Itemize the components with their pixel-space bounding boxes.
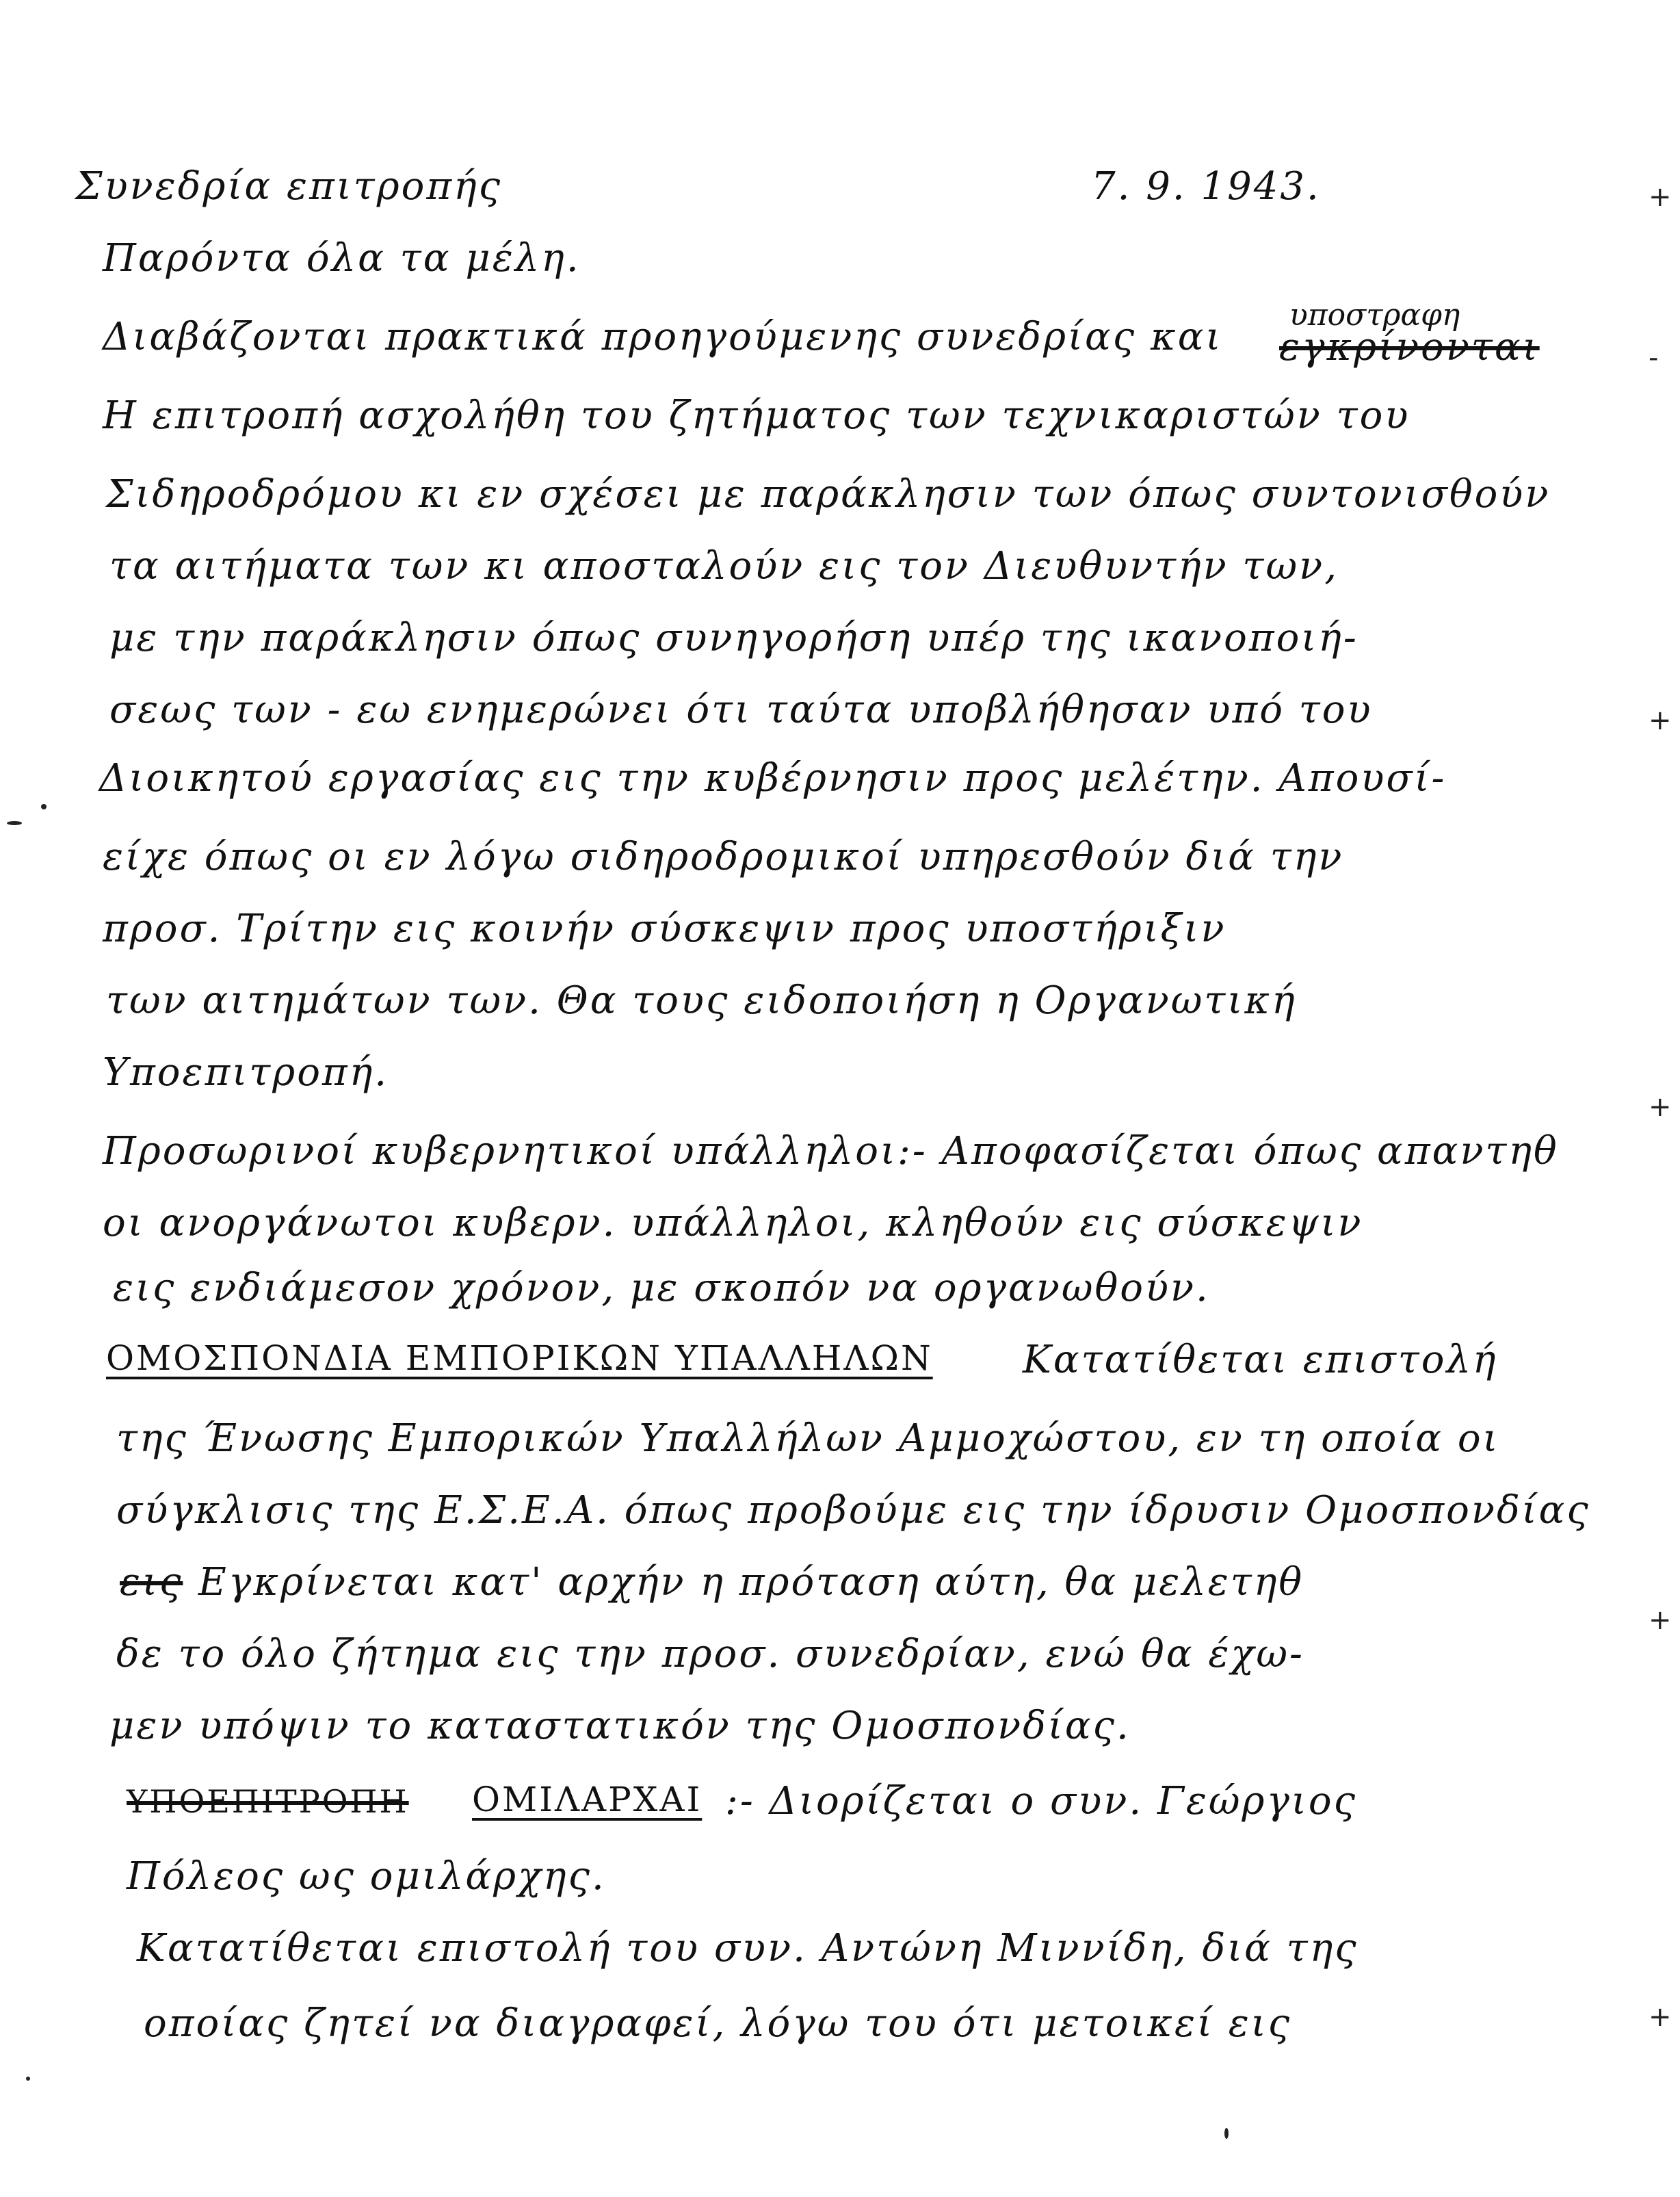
insertion-above: υποστραφη xyxy=(1289,298,1460,333)
line-20: δε το όλο ζήτημα εις την προσ. συνεδρίαν, ενώ θα έχω- xyxy=(116,1632,1304,1676)
line-8: Διοικητού εργασίας εις την κυβέρνησιν προς μελέτην. Απουσί- xyxy=(99,756,1447,801)
struck-heading: ΥΠΟΕΠΙΤΡΟΠΗ xyxy=(127,1783,409,1820)
scan-speck xyxy=(7,821,22,825)
line-16: Κατατίθεται επιστολή xyxy=(1023,1338,1498,1382)
header-title: Συνεδρία επιτροπής xyxy=(75,164,503,209)
line-4: Σιδηροδρόμου κι εν σχέσει με παράκλησιν των όπως συντονισθούν xyxy=(106,472,1551,517)
margin-mark: + xyxy=(1649,2001,1672,2033)
line-7: σεως των - εω ενημερώνει ότι ταύτα υποβλήθησαν υπό του xyxy=(109,688,1373,732)
line-15: εις ενδιάμεσον χρόνον, με σκοπόν να οργανωθούν. xyxy=(113,1266,1210,1310)
line-23: Πόλεος ως ομιλάρχης. xyxy=(127,1854,606,1899)
line-6: με την παράκλησιν όπως συνηγορήση υπέρ της ικανοποιή- xyxy=(109,616,1359,660)
margin-mark: + xyxy=(1649,1091,1672,1123)
line-21: μεν υπόψιν το καταστατικόν της Ομοσπονδίας. xyxy=(109,1704,1131,1748)
struck-word: εγκρίνονται xyxy=(1279,325,1540,369)
margin-mark: + xyxy=(1649,181,1672,213)
line-9: είχε όπως οι εν λόγω σιδηροδρομικοί υπηρεσθούν διά την xyxy=(103,835,1344,879)
margin-mark: - xyxy=(1649,342,1659,374)
line-13: Προσωρινοί κυβερνητικοί υπάλληλοι:- Αποφασίζεται όπως απαντηθ xyxy=(103,1129,1559,1173)
line-3: Η επιτροπή ασχολήθη του ζητήματος των τεχνικαριστών του xyxy=(103,393,1410,438)
line-22: :- Διορίζεται ο συν. Γεώργιος xyxy=(725,1779,1357,1823)
line-2: Διαβάζονται πρακτικά προηγούμενης συνεδρίας και xyxy=(103,315,1223,359)
line-17: της Ένωσης Εμπορικών Υπαλλήλων Αμμοχώστου, εν τη οποία οι xyxy=(116,1416,1500,1461)
heading-group-leaders: ΟΜΙΛΑΡΧΑΙ xyxy=(472,1780,703,1819)
line-5: τα αιτήματα των κι αποσταλούν εις τον Διευθυντήν των, xyxy=(109,544,1339,588)
line-24: Κατατίθεται επιστολή του συν. Αντώνη Μιννίδη, διά της xyxy=(137,1926,1359,1971)
line-1: Παρόντα όλα τα μέλη. xyxy=(103,236,581,281)
scan-speck xyxy=(26,2077,30,2081)
line-14: οι ανοργάνωτοι κυβερν. υπάλληλοι, κληθούν εις σύσκεψιν xyxy=(103,1201,1363,1245)
heading-federation: ΟΜΟΣΠΟΝΔΙΑ ΕΜΠΟΡΙΚΩΝ ΥΠΑΛΛΗΛΩΝ xyxy=(106,1338,933,1378)
margin-mark: + xyxy=(1649,705,1672,736)
header-date: 7. 9. 1943. xyxy=(1091,164,1321,209)
scan-speck xyxy=(41,804,47,809)
line-11: των αιτημάτων των. Θα τους ειδοποιήση η Οργανωτική xyxy=(106,978,1297,1023)
line-18: σύγκλισις της Ε.Σ.Ε.Α. όπως προβούμε εις την ίδρυσιν Ομοσπονδίας xyxy=(116,1488,1590,1533)
line-12: Υποεπιτροπή. xyxy=(103,1050,389,1095)
struck-prefix: εις xyxy=(120,1560,183,1604)
margin-mark: + xyxy=(1649,1604,1672,1636)
scan-speck xyxy=(1224,2128,1229,2139)
line-25: οποίας ζητεί να διαγραφεί, λόγω του ότι μετοικεί εις xyxy=(144,2001,1292,2046)
line-19: Εγκρίνεται κατ' αρχήν η πρόταση αύτη, θα μελετηθ xyxy=(198,1560,1304,1604)
line-10: προσ. Τρίτην εις κοινήν σύσκεψιν προς υποστήριξιν xyxy=(103,907,1226,951)
